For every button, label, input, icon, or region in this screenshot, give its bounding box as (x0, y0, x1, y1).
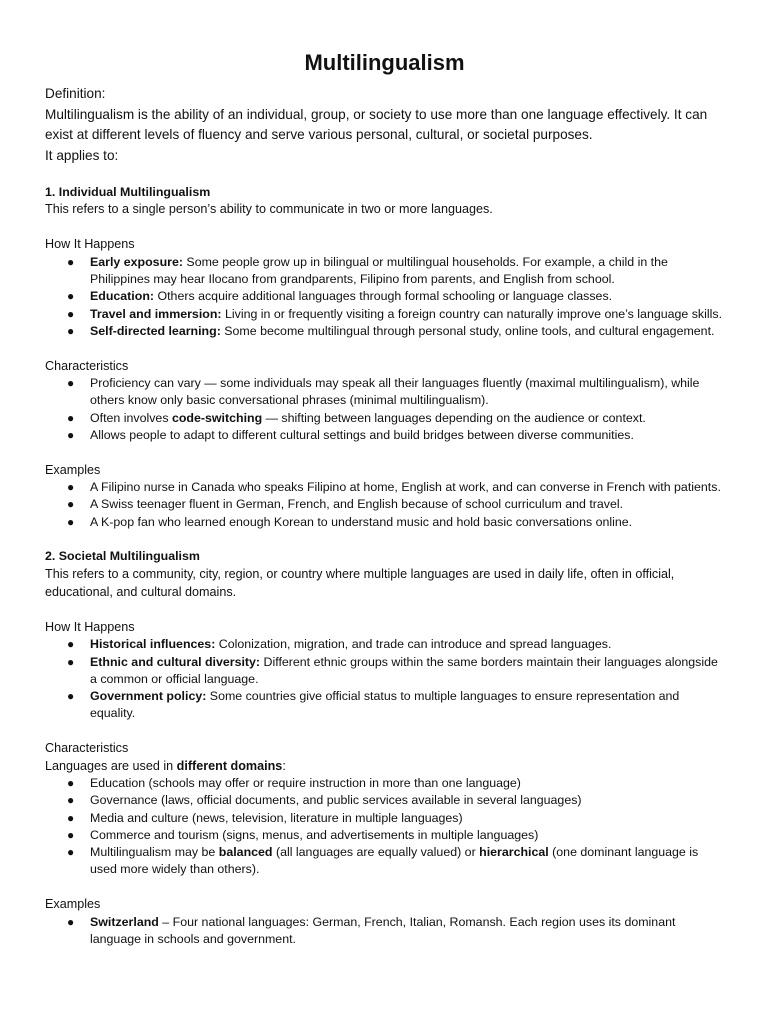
bold-term: Historical influences: (90, 637, 216, 652)
list-item (45, 479, 724, 496)
section-intro: This refers to a community, city, region, or country where multiple languages are used in daily life, often in official, educational, and cultural domains. (45, 566, 675, 599)
list-item (45, 914, 724, 948)
list-item (45, 792, 724, 809)
bullet-icon: ● (67, 289, 75, 304)
item-text: A Swiss teenager fluent in German, French, and English because of school curriculum and travel. (90, 497, 624, 512)
item-text: Colonization, migration, and trade can introduce and spread languages. (215, 637, 612, 652)
item-text: Often involves (90, 410, 172, 425)
subheading-characteristics: Characteristics (45, 740, 129, 755)
spacer (45, 219, 724, 237)
item-text: A Filipino nurse in Canada who speaks Filipino at home, English at work, and can converse in French with patients. (90, 480, 721, 495)
list-item (45, 654, 724, 688)
subheading-examples: Examples (45, 896, 101, 911)
item-text: Multilingualism may be (90, 844, 219, 859)
list-item (45, 375, 724, 409)
bold-term: Ethnic and cultural diversity: (90, 654, 261, 669)
bullet-icon: ● (67, 810, 75, 825)
bullet-icon: ● (67, 323, 75, 338)
item-text: Governance (laws, official documents, and public services available in several languages) (90, 793, 582, 808)
bullet-icon: ● (67, 827, 75, 842)
section-intro: This refers to a single person’s ability to communicate in two or more languages. (45, 202, 493, 217)
subheading-how: How It Happens (45, 619, 135, 634)
list-item (45, 775, 724, 792)
spacer (45, 444, 724, 462)
definition-text: Multilingualism is the ability of an individual, group, or society to use more than one language effectively. It can exist at different levels of fluency and serve various personal, cultural, or societal purposes. (45, 106, 708, 142)
subheading-characteristics: Characteristics (45, 358, 129, 373)
bullet-list-characteristics (45, 375, 724, 444)
bullet-list-how (45, 636, 724, 722)
list-item (45, 323, 724, 340)
subheading-examples: Examples (45, 462, 101, 477)
list-item (45, 427, 724, 444)
spacer (45, 166, 724, 184)
domains-intro (45, 758, 724, 776)
item-text: Proficiency can vary — some individuals may speak all their languages fluently (maximal multilingualism), while others know only basic conversational phrases (minimal multilingualism). (90, 376, 700, 408)
subheading-how: How It Happens (45, 237, 135, 252)
bold-term: Education: (90, 289, 155, 304)
item-text: Living in or frequently visiting a foreign country can naturally improve one’s language skills. (221, 306, 723, 321)
bullet-list-examples (45, 479, 724, 531)
item-text: Languages are used in (45, 758, 177, 773)
bold-term: code-switching (171, 410, 263, 425)
bold-term: different domains (176, 758, 283, 773)
list-item (45, 288, 724, 305)
spacer (45, 531, 724, 549)
list-item (45, 827, 724, 844)
bullet-icon: ● (67, 376, 75, 391)
item-text: Education (schools may offer or require instruction in more than one language) (90, 776, 521, 791)
item-text: A K-pop fan who learned enough Korean to understand music and hold basic conversations online. (90, 514, 633, 529)
list-item (45, 306, 724, 323)
item-text: (one dominant language is used more widely than others). (90, 844, 699, 877)
bullet-list-examples (45, 914, 724, 948)
bullet-icon: ● (67, 306, 75, 321)
item-text: : (282, 758, 286, 773)
spacer (45, 722, 724, 740)
item-text: – Four national languages: German, French, Italian, Romansh. Each region uses its dominant language in schools and government. (90, 914, 676, 946)
bold-term: Travel and immersion: (90, 306, 222, 321)
list-item (45, 254, 724, 288)
bold-term: balanced (218, 844, 273, 859)
item-text: Some people grow up in bilingual or multilingual households. For example, a child in the Philippines may hear Ilocano from grandparents, Filipino from parents, and English from school. (90, 254, 668, 287)
bullet-icon: ● (67, 497, 75, 512)
definition-heading: Definition: (45, 86, 106, 101)
item-text: — shifting between languages depending on the audience or context. (262, 410, 646, 425)
list-item (45, 496, 724, 513)
spacer (45, 340, 724, 358)
applies-to: It applies to: (45, 147, 119, 163)
item-text: Different ethnic groups within the same borders maintain their languages alongside a common or official language. (90, 654, 718, 686)
bullet-icon: ● (67, 776, 75, 791)
bullet-icon: ● (67, 514, 75, 529)
list-item (45, 810, 724, 827)
bold-term: Government policy: (90, 688, 207, 703)
bold-term: Early exposure: (90, 254, 183, 269)
item-text: Others acquire additional languages through formal schooling or language classes. (154, 289, 613, 304)
bullet-icon: ● (67, 427, 75, 442)
bullet-icon: ● (67, 254, 75, 269)
bullet-list-how (45, 254, 724, 340)
bullet-icon: ● (67, 793, 75, 808)
item-text: Allows people to adapt to different cultural settings and build bridges between diverse communities. (90, 427, 634, 442)
bullet-icon: ● (67, 637, 75, 652)
item-text: (all languages are equally valued) or (272, 844, 480, 859)
bold-term: Switzerland (90, 914, 159, 929)
list-item (45, 514, 724, 531)
spacer (45, 601, 724, 619)
document-title: Multilingualism (304, 50, 465, 75)
bullet-list-domains (45, 775, 724, 878)
bullet-icon: ● (67, 410, 75, 425)
bullet-icon: ● (67, 480, 75, 495)
bullet-icon: ● (67, 914, 75, 929)
bold-term: hierarchical (479, 844, 549, 859)
bold-term: Self-directed learning: (90, 323, 221, 338)
bullet-icon: ● (67, 654, 75, 669)
list-item (45, 844, 724, 878)
item-text: Media and culture (news, television, literature in multiple languages) (90, 810, 463, 825)
list-item (45, 688, 724, 722)
list-item (45, 636, 724, 653)
bullet-icon: ● (67, 844, 75, 859)
item-text: Commerce and tourism (signs, menus, and advertisements in multiple languages) (90, 827, 539, 842)
list-item (45, 410, 724, 427)
section-heading-individual: 1. Individual Multilingualism (45, 184, 211, 199)
item-text: Some countries give official status to multiple languages to ensure representation and equality. (90, 688, 680, 721)
section-heading-societal: 2. Societal Multilingualism (45, 549, 200, 564)
bullet-icon: ● (67, 688, 75, 703)
spacer (45, 878, 724, 896)
item-text: Some become multilingual through personal study, online tools, and cultural engagement. (220, 323, 715, 338)
